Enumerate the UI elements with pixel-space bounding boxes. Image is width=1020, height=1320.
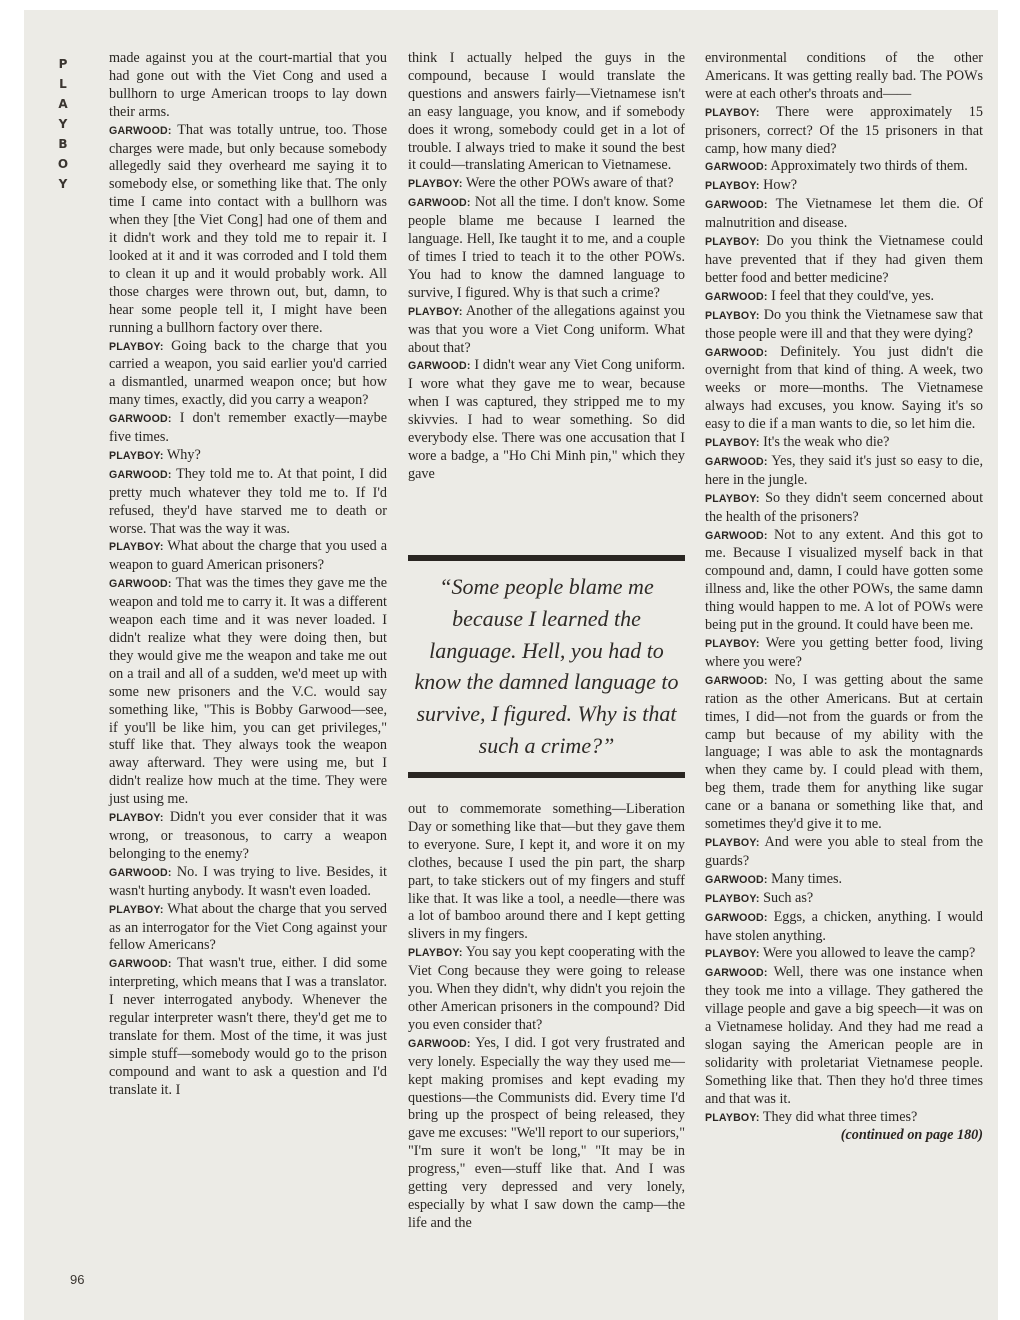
pull-quote-rule-bottom [408, 772, 685, 778]
interview-paragraph [109, 50, 387, 122]
interview-paragraph [705, 453, 983, 490]
column-1 [109, 50, 387, 1100]
paragraph-text: It's the weak who die? [763, 434, 890, 451]
paragraph-text: How? [763, 177, 798, 194]
paragraph-text: What about the charge that you used a weapon to guard American prisoners? [109, 538, 388, 574]
interview-paragraph [705, 434, 983, 453]
continued-note: (continued on page 180) [840, 1127, 983, 1144]
paragraph-text: Were you allowed to leave the camp? [762, 945, 976, 962]
interview-paragraph [705, 490, 983, 527]
paragraph-text: Eggs, a chicken, anything. I would have stolen anything. [705, 908, 984, 944]
paragraph-text: Going back to the charge that you carried a weapon, you said earlier you'd carried a dismantled, unarmed weapon once; but how many times, exactly, did you carry a weapon? [109, 337, 387, 409]
paragraph-text: Well, there was one instance when they took me into a village. They gathered the village people and gave a big speech—it was on a Vietnamese holiday. And they had me read a slogan saying the American people are in solidarity with proletariat Vietnamese people. Something like that. Then they ho'd three times and that was it. [705, 964, 983, 1107]
interview-paragraph [109, 809, 387, 864]
speaker-label: PLAYBOY: [705, 948, 760, 961]
paragraph-text: The Vietnamese let them die. Of malnutrition and disease. [705, 196, 983, 232]
speaker-label: PLAYBOY: [408, 178, 463, 191]
speaker-label: GARWOOD: [705, 346, 768, 359]
speaker-label: GARWOOD: [109, 578, 172, 591]
speaker-label: PLAYBOY: [705, 892, 760, 905]
paragraph-text: What about the charge that you served as an interrogator for the Viet Cong against your fellow Americans? [109, 900, 387, 954]
interview-paragraph [705, 196, 983, 233]
pull-quote-text: “Some people blame me because I learned the language. Hell, you had to know the damned language to survive, I figured. Why is that such a crime?” [414, 574, 679, 758]
column-3 [705, 50, 983, 1145]
interview-paragraph [705, 635, 983, 672]
interview-paragraph [408, 50, 685, 175]
paragraph-text: Such as? [763, 889, 814, 906]
paragraph-text: No, I was getting about the same ration as the other Americans. But at certain times, I did—not from the guards or from the camp but because of my ability with the language; I was able to ask the montagnards when they came by. I could plead with them, beg them, trade them for anything like sugar cane or a banana or something like that, and sometimes they'd give it to me. [705, 671, 983, 833]
speaker-label: PLAYBOY: [109, 340, 164, 353]
speaker-label: GARWOOD: [705, 529, 768, 542]
column-2-continued [408, 801, 685, 1233]
interview-paragraph [705, 909, 983, 946]
paragraph-text: Do you think the Vietnamese could have prevented that if they had given them better food and better medicine? [705, 233, 984, 286]
interview-paragraph [705, 288, 983, 307]
interview-paragraph [705, 672, 983, 834]
paragraph-text: I didn't wear any Viet Cong uniform. I wore what they gave me to wear, because when I was captured, they stripped me to my skivvies. I had to wear something. So did everybody else. There was one accusation that I wore a badge, a "Ho Chi Minh pin," which they gave [408, 357, 685, 482]
paragraph-text: Do you think the Vietnamese saw that those people were ill and that they were dying? [705, 306, 983, 342]
speaker-label: GARWOOD: [109, 958, 172, 971]
speaker-label: PLAYBOY: [705, 180, 760, 193]
speaker-label: PLAYBOY: [109, 812, 164, 825]
interview-paragraph [408, 194, 685, 302]
paragraph-text: Not to any extent. And this got to me. Because I visualized myself back in that compound and, damn, I could have gotten some illness and, like the other POWs, the same damn thing would happen to me. A lot of POWs were being put in the ground. It could have been me. [705, 526, 984, 634]
speaker-label: PLAYBOY: [109, 449, 164, 462]
interview-paragraph [705, 344, 983, 435]
interview-paragraph [408, 357, 685, 483]
speaker-label: PLAYBOY: [408, 947, 463, 960]
paragraph-text: out to commemorate something—Liberation Day or something like that—but they gave them to everyone. Sure, I kept it, and wore it on my clothes, because I used the pin part, the sharp part, to take stickers out of my fingers and stuff like that. It was like a tool, a needle—there was a lot of bamboo around there and I kept getting slivers in my fingers. [408, 801, 685, 943]
paragraph-text: environmental conditions of the other Americans. It was getting really bad. The POWs were at each other's throats and—— [705, 50, 983, 102]
speaker-label: GARWOOD: [705, 199, 768, 212]
interview-paragraph [705, 158, 983, 177]
speaker-label: GARWOOD: [109, 413, 172, 426]
magazine-side-title: P L A Y B O Y [57, 57, 69, 191]
speaker-label: GARWOOD: [705, 290, 768, 303]
speaker-label: PLAYBOY: [705, 836, 760, 849]
speaker-label: GARWOOD: [705, 911, 768, 924]
speaker-label: GARWOOD: [705, 674, 768, 687]
interview-paragraph [705, 871, 983, 890]
interview-paragraph [705, 50, 983, 104]
speaker-label: PLAYBOY: [705, 1111, 760, 1124]
speaker-label: GARWOOD: [408, 1037, 471, 1050]
paragraph-text: And were you able to steal from the guards? [705, 833, 983, 869]
interview-paragraph [109, 122, 387, 338]
paragraph-text: Approximately two thirds of them. [770, 158, 968, 175]
interview-paragraph [109, 538, 387, 575]
paragraph-text: Many times. [771, 870, 843, 887]
paragraph-text: They did what three times? [762, 1108, 918, 1125]
pull-quote [408, 555, 685, 778]
interview-paragraph [109, 410, 387, 447]
paragraph-text: Another of the allegations against you was that you wore a Viet Cong uniform. What about that? [408, 302, 685, 356]
paragraph-text: I don't remember exactly—maybe five times. [109, 410, 387, 446]
speaker-label: PLAYBOY: [705, 437, 760, 450]
paragraph-text: Were the other POWs aware of that? [465, 175, 674, 192]
speaker-label: PLAYBOY: [705, 638, 760, 650]
speaker-label: PLAYBOY: [705, 492, 760, 505]
page-number: 96 [70, 1272, 85, 1287]
paragraph-text: They told me to. At that point, I did pretty much whatever they told me to. If I'd refused, they'd have starved me to death or worse. That was the way it was. [109, 465, 387, 537]
interview-paragraph [408, 175, 685, 194]
speaker-label: GARWOOD: [705, 873, 768, 886]
interview-paragraph [705, 177, 983, 196]
paragraph-text: You say you kept cooperating with the Viet Cong because they were going to release you. When they didn't, why didn't you rejoin the other American prisoners in the compound? Did you even consider that? [408, 944, 685, 1033]
interview-paragraph [705, 1109, 983, 1128]
paragraph-text: made against you at the court-martial that you had gone out with the Viet Cong and used a bullhorn to urge American troops to lay down their arms. [109, 50, 387, 120]
paragraph-text: Yes, I did. I got very frustrated and very lonely. Especially the way they used me—kept making promises and kept evading my questions—the Communists did. Every time I'd bring up the prospect of being released, they gave me excuses: "We'll report to our superiors," "I'm sure it won't be long," "It may be in progress," even—stuff like that. And I was getting very depressed and very lonely, especially by what I saw down the camp—the life and the [408, 1034, 685, 1231]
interview-paragraph [408, 303, 685, 358]
paragraph-text: Not all the time. I don't know. Some people blame me because I learned the language. Hell, Ike taught it to me, and a couple of times I tried to teach it to the other POWs. You had to know the damned language to survive, I figured. Why is that such a crime? [408, 194, 686, 301]
interview-paragraph [109, 864, 387, 901]
speaker-label: GARWOOD: [109, 124, 172, 137]
paragraph-text: That was totally untrue, too. Those charges were made, but only because somebody allegedly said they overheard me saying it to somebody else, or something like that. The only time I came into contact with a bullhorn was when they [the Viet Cong] had one of them and it didn't work and they told me to repair it. I looked at it and it was corroded and I told them to clean it up and it would probably work. All those charges were thrown out, but, damn, to hear some people tell it, I might have been running a bullhorn factory over there. [109, 121, 387, 336]
interview-paragraph [705, 307, 983, 344]
interview-paragraph [109, 575, 387, 809]
paragraph-text: That was the times they gave me the weapon and told me to carry it. It was a different weapon each time and it was never loaded. I didn't realize what they were doing then, but they would give me the weapon and take me out on a trail and all of a sudden, we'd meet up with some new prisoners and the V.C. would say something like, "This is Bobby Garwood—see, if you'll be like him, you can get privileges," stuff like that. They always took the weapon away afterward. They were using me, but I didn't realize how much at the time. They were just using me. [109, 575, 387, 808]
speaker-label: PLAYBOY: [109, 903, 164, 916]
speaker-label: GARWOOD: [408, 360, 471, 373]
paragraph-text: Yes, they said it's just so easy to die, here in the jungle. [705, 452, 983, 488]
paragraph-text: So they didn't seem concerned about the health of the prisoners? [705, 489, 984, 525]
speaker-label: PLAYBOY: [408, 305, 463, 318]
interview-paragraph [705, 233, 983, 288]
speaker-label: GARWOOD: [705, 967, 768, 980]
interview-paragraph [705, 104, 983, 159]
paragraph-text: Didn't you ever consider that it was wrong, or treasonous, to carry a weapon belonging to the enemy? [109, 809, 388, 862]
interview-paragraph [109, 955, 387, 1099]
column-2 [408, 50, 685, 484]
speaker-label: PLAYBOY: [109, 541, 164, 554]
interview-paragraph [408, 944, 685, 1035]
paragraph-text: Definitely. You just didn't die overnight from that kind of thing. A week, two weeks or more—months. The Vietnamese always had excuses, you know. Saying it's so easy to die if a man wants to die, so let him die. [705, 343, 983, 433]
interview-paragraph [109, 901, 387, 956]
speaker-label: GARWOOD: [109, 866, 172, 879]
paragraph-text: I feel that they could've, yes. [771, 287, 935, 304]
interview-paragraph [109, 447, 387, 466]
interview-paragraph [705, 945, 983, 964]
speaker-label: PLAYBOY: [705, 309, 760, 322]
speaker-label: GARWOOD: [109, 468, 172, 481]
speaker-label: PLAYBOY: [705, 236, 760, 249]
paragraph-text: Were you getting better food, living where you were? [705, 635, 983, 670]
interview-paragraph [109, 338, 387, 411]
speaker-label: GARWOOD: [408, 197, 471, 210]
paragraph-text: There were approximately 15 prisoners, correct? Of the 15 prisoners in that camp, how many died? [705, 103, 983, 157]
interview-paragraph [705, 527, 983, 635]
speaker-label: GARWOOD: [705, 455, 768, 468]
interview-paragraph [705, 964, 983, 1108]
paragraph-text: That wasn't true, either. I did some interpreting, which means that I was a translator. I never interrogated anybody. Whenever the regular interpreter wasn't there, they'd get me to translate for them. Most of the time, it was just simple stuff—somebody would go to the prison compound and want to ask a question and I'd translate it. I [109, 955, 388, 1098]
paragraph-text: Why? [166, 446, 201, 463]
paragraph-text: think I actually helped the guys in the compound, because I would translate the questions and answers fairly—Vietnamese isn't an easy language, you know, and if somebody does it wrong, somebody could get in a lot of trouble. I always tried to make it sound the best it could—translating American to Vietnamese. [408, 50, 685, 174]
interview-paragraph [109, 466, 387, 539]
interview-paragraph [705, 834, 983, 871]
interview-paragraph [408, 801, 685, 944]
speaker-label: GARWOOD: [705, 161, 768, 174]
interview-paragraph [705, 890, 983, 909]
speaker-label: PLAYBOY: [705, 106, 760, 119]
magazine-page [24, 10, 998, 1320]
interview-paragraph [408, 1035, 685, 1233]
paragraph-text: No. I was trying to live. Besides, it wasn't hurting anybody. It wasn't even loaded. [109, 863, 388, 899]
